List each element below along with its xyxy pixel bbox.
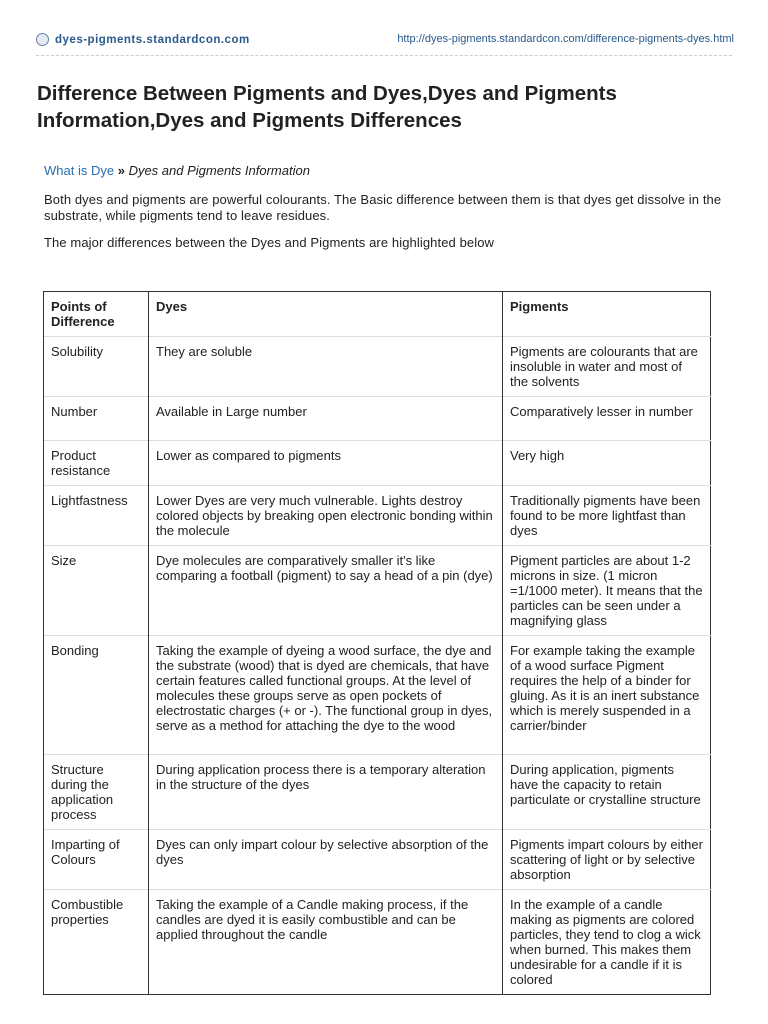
table-cell: Traditionally pigments have been found to be more lightfast than dyes [503,486,711,546]
column-header: Points of Difference [44,292,149,337]
divider [36,55,732,56]
column-header: Pigments [503,292,711,337]
breadcrumb [44,163,310,178]
table-cell: Dyes can only impart colour by selective absorption of the dyes [149,830,503,890]
site-label: dyes-pigments.standardcon.com [55,33,250,46]
globe-icon [36,33,49,46]
table-cell: For example taking the example of a wood surface Pigment requires the help of a binder for gluing. As it is an inert substance which is merely suspended in a carrier/binder [503,636,711,755]
table-cell: Very high [503,441,711,486]
table-cell: Imparting of Colours [44,830,149,890]
page-url[interactable]: http://dyes-pigments.standardcon.com/difference-pigments-dyes.html [397,33,734,45]
table-row [44,636,711,755]
table-cell: During application process there is a temporary alteration in the structure of the dyes [149,755,503,830]
table-cell: Structure during the application process [44,755,149,830]
table-row [44,890,711,995]
table-cell: Size [44,546,149,636]
table-cell: Available in Large number [149,397,503,441]
table-cell: Dye molecules are comparatively smaller it's like comparing a football (pigment) to say a head of a pin (dye) [149,546,503,636]
table-cell: Pigments impart colours by either scattering of light or by selective absorption [503,830,711,890]
table-row [44,441,711,486]
table-cell: Comparatively lesser in number [503,397,711,441]
table-cell: During application, pigments have the capacity to retain particulate or crystalline structure [503,755,711,830]
table-cell: Solubility [44,337,149,397]
table-cell: Combustible properties [44,890,149,995]
table-row [44,830,711,890]
table-header-row [44,292,711,337]
table-cell: Lower Dyes are very much vulnerable. Lights destroy colored objects by breaking open electronic bonding within the molecule [149,486,503,546]
table-cell: Pigment particles are about 1-2 microns in size. (1 micron =1/1000 meter). It means that the particles can be seen under a magnifying glass [503,546,711,636]
page-title: Difference Between Pigments and Dyes,Dyes and Pigments Information,Dyes and Pigments Differences [37,82,617,132]
table-cell: Lightfastness [44,486,149,546]
table-cell: Number [44,397,149,441]
table-row [44,486,711,546]
column-header: Dyes [149,292,503,337]
breadcrumb-current: Dyes and Pigments Information [128,163,310,178]
table-cell: Pigments are colourants that are insoluble in water and most of the solvents [503,337,711,397]
differences-table [43,291,711,995]
table-cell: In the example of a candle making as pigments are colored particles, they tend to clog a wick when burned. This makes them undesirable for a candle if it is colored [503,890,711,995]
intro-paragraph: Both dyes and pigments are powerful colourants. The Basic difference between them is that dyes get dissolve in the substrate, while pigments tend to leave residues. [44,192,722,223]
table-cell: Lower as compared to pigments [149,441,503,486]
table-row [44,755,711,830]
page-header [36,33,732,47]
table-cell: Bonding [44,636,149,755]
site-name[interactable] [36,33,250,46]
breadcrumb-separator: » [117,163,125,178]
table-row [44,337,711,397]
table-cell: Product resistance [44,441,149,486]
table-cell: Taking the example of dyeing a wood surface, the dye and the substrate (wood) that is dyed are chemicals, that have certain features called functional groups. At the level of molecules these groups serve as open pockets of electrostatic charges (+ or -). The functional group in dyes, serve as a method for attaching the dye to the wood [149,636,503,755]
table-row [44,546,711,636]
breadcrumb-link[interactable]: What is Dye [44,163,115,178]
table-row [44,397,711,441]
table-cell: They are soluble [149,337,503,397]
table-cell: Taking the example of a Candle making process, if the candles are dyed it is easily combustible and can be applied throughout the candle [149,890,503,995]
intro-paragraph: The major differences between the Dyes and Pigments are highlighted below [44,235,495,250]
